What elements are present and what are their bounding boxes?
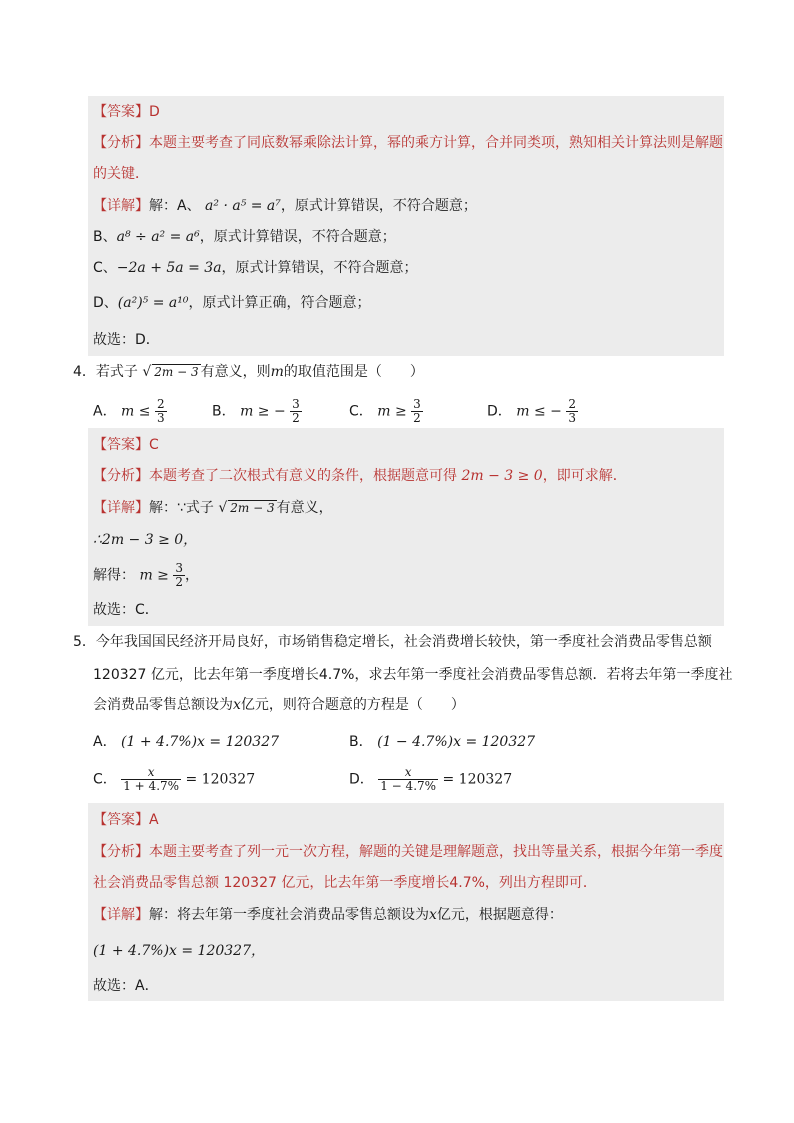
q3-detail-a [93,197,477,215]
variable: x [429,907,437,923]
radicand: 2m − 3 [154,365,199,379]
q4-option-c[interactable] [349,398,423,425]
detail-tag: 【详解】 [93,907,149,923]
fraction [155,398,167,425]
option-relation: m ≥ − [240,403,286,420]
answer-tag: 【答案】 [93,812,149,828]
math-expression: −2a + 5a = 3a [116,260,222,276]
option-label: B． [349,734,373,750]
analysis-text: 本题考查了二次根式有意义的条件，根据题意可得 [149,468,457,484]
numerator: 2 [156,397,165,411]
analysis-text: 本题主要考查了同底数幂乘除法计算，幂的乘方计算，合并同类项，熟知相关计算法则是解题 [149,135,723,151]
numerator: 3 [175,561,184,575]
math-expression: ∴2m − 3 ≥ 0， [93,532,198,548]
numerator: x [121,766,181,780]
numerator: 2 [568,397,576,411]
option-relation: m ≥ [377,403,407,420]
q5-choice [93,977,159,995]
radicand: 2m − 3 [230,501,275,515]
choice-text: 故选：D． [93,332,160,348]
fraction [290,398,302,425]
detail-text: ， [185,567,200,584]
detail-text: ，原式计算正确，符合题意； [188,295,371,311]
q4-option-a[interactable] [93,398,167,425]
detail-text: ，原式计算错误，不符合题意； [280,198,477,214]
q3-detail-c [93,259,418,277]
detail-tag: 【详解】 [93,500,149,516]
q4-detail-3 [93,562,199,589]
equation-rhs: = 120327 [442,771,513,788]
stem-text: 120327 亿元，比去年第一季度增长4.7%，求去年第一季度社会消费品零售总额．若将去年第一季度社 [93,667,733,683]
detail-text: 解得： [93,567,135,584]
radical-sign-icon: √ [142,364,152,380]
variable: m [270,364,284,380]
math-expression: a⁸ ÷ a² = a⁶ [116,229,200,245]
math-expression: m ≥ [139,567,169,584]
stem-text: 亿元，则符合题意的方程是（ ） [240,697,465,713]
q5-analysis-line-1 [93,843,723,861]
q5-stem-2 [93,666,732,684]
answer-value: A [149,812,159,828]
analysis-text: 社会消费品零售总额 120327 亿元，比去年第一季度增长4.7%，列出方程即可． [93,875,597,891]
detail-text: 亿元，根据题意得： [436,907,563,923]
option-relation: m ≤ [121,403,151,420]
stem-text: 会消费品零售总额设为 [93,697,233,713]
option-math: (1 + 4.7%)x = 120327 [121,734,280,750]
analysis-text: 本题主要考查了列一元一次方程，解题的关键是理解题意，找出等量关系，根据今年第一季度 [149,844,723,860]
q4-answer-block [88,428,724,626]
analysis-tag: 【分析】 [93,468,149,484]
detail-text: D、 [93,295,118,311]
detail-text: 解：将去年第一季度社会消费品零售总额设为 [149,907,429,923]
detail-text: 有意义， [276,500,333,516]
detail-text: ，原式计算错误，不符合题意； [221,260,418,276]
stem-text: 若式子 [95,364,138,380]
equation-rhs: = 120327 [185,771,256,788]
analysis-tag: 【分析】 [93,135,149,151]
q5-option-d[interactable] [349,766,512,793]
detail-text: 解：∵式子 [149,500,214,516]
math-expression: (1 + 4.7%)x = 120327， [93,943,265,959]
q4-option-d[interactable] [487,398,578,425]
q4-detail-2 [93,531,197,549]
answer-value: C [149,437,159,453]
q5-detail-2 [93,942,265,960]
denominator: 2 [413,411,421,425]
fraction [121,766,181,793]
q5-option-a[interactable] [93,733,279,751]
option-label: B． [212,403,236,420]
option-label: D． [487,403,512,420]
option-math: (1 − 4.7%)x = 120327 [377,734,536,750]
numerator: 3 [292,397,300,411]
analysis-text: 的关键． [93,166,149,182]
q3-detail-d [93,294,370,312]
q4-stem [73,363,424,381]
option-label: A． [93,734,117,750]
answer-value: D [149,104,160,120]
detail-text: C、 [93,260,117,276]
q3-answer-line [93,103,160,121]
q5-option-c[interactable] [93,766,255,793]
numerator: x [378,766,438,780]
fraction [378,766,438,793]
math-expression: 2m − 3 ≥ 0 [461,468,543,484]
question-number: 4． [73,364,96,380]
stem-text: 有意义，则 [200,364,271,380]
variable: x [233,697,241,713]
denominator: 1 − 4.7% [380,779,437,793]
q5-option-b[interactable] [349,733,535,751]
option-label: C． [349,403,373,420]
fraction [411,398,423,425]
detail-text: ，原式计算错误，不符合题意； [199,229,396,245]
denominator: 2 [175,575,184,589]
radical-sign-icon: √ [218,500,228,516]
q4-answer-line [93,436,159,454]
q4-choice [93,601,159,619]
q5-stem-1 [73,633,712,651]
analysis-tag: 【分析】 [93,844,149,860]
q4-detail-1 [93,499,333,517]
q5-answer-block [88,803,724,1001]
detail-text: B、 [93,229,117,245]
q5-detail-1 [93,906,563,924]
math-expression: a² · a⁵ = a⁷ [205,198,281,214]
q4-analysis-line [93,467,627,485]
option-label: D． [349,771,374,788]
q3-detail-b [93,228,396,246]
stem-text: 的取值范围是（ ） [283,364,424,380]
q5-answer-line [93,811,159,829]
answer-tag: 【答案】 [93,104,149,120]
fraction [173,562,185,589]
question-number: 5． [73,634,96,650]
fraction [566,398,578,425]
denominator: 3 [568,411,576,425]
option-label: C． [93,771,117,788]
choice-text: 故选：C． [93,602,159,618]
denominator: 1 + 4.7% [123,779,180,793]
choice-text: 故选：A． [93,978,159,994]
q5-analysis-line-2 [93,874,597,892]
q3-analysis-line-1 [93,134,723,152]
option-relation: m ≤ − [516,403,562,420]
q4-option-b[interactable] [212,398,302,425]
stem-text: 今年我国国民经济开局良好，市场销售稳定增长，社会消费增长较快，第一季度社会消费品零售总额 [95,634,712,650]
answer-tag: 【答案】 [93,437,149,453]
denominator: 2 [292,411,300,425]
q3-choice [93,331,160,349]
numerator: 3 [413,397,421,411]
analysis-text: ，即可求解． [542,468,627,484]
option-label: A． [93,403,117,420]
detail-text: 解：A、 [149,198,201,214]
math-expression: (a²)⁵ = a¹⁰ [117,295,189,311]
detail-tag: 【详解】 [93,198,149,214]
q5-stem-3 [93,696,465,714]
denominator: 3 [156,411,165,425]
q3-analysis-line-2 [93,165,149,183]
